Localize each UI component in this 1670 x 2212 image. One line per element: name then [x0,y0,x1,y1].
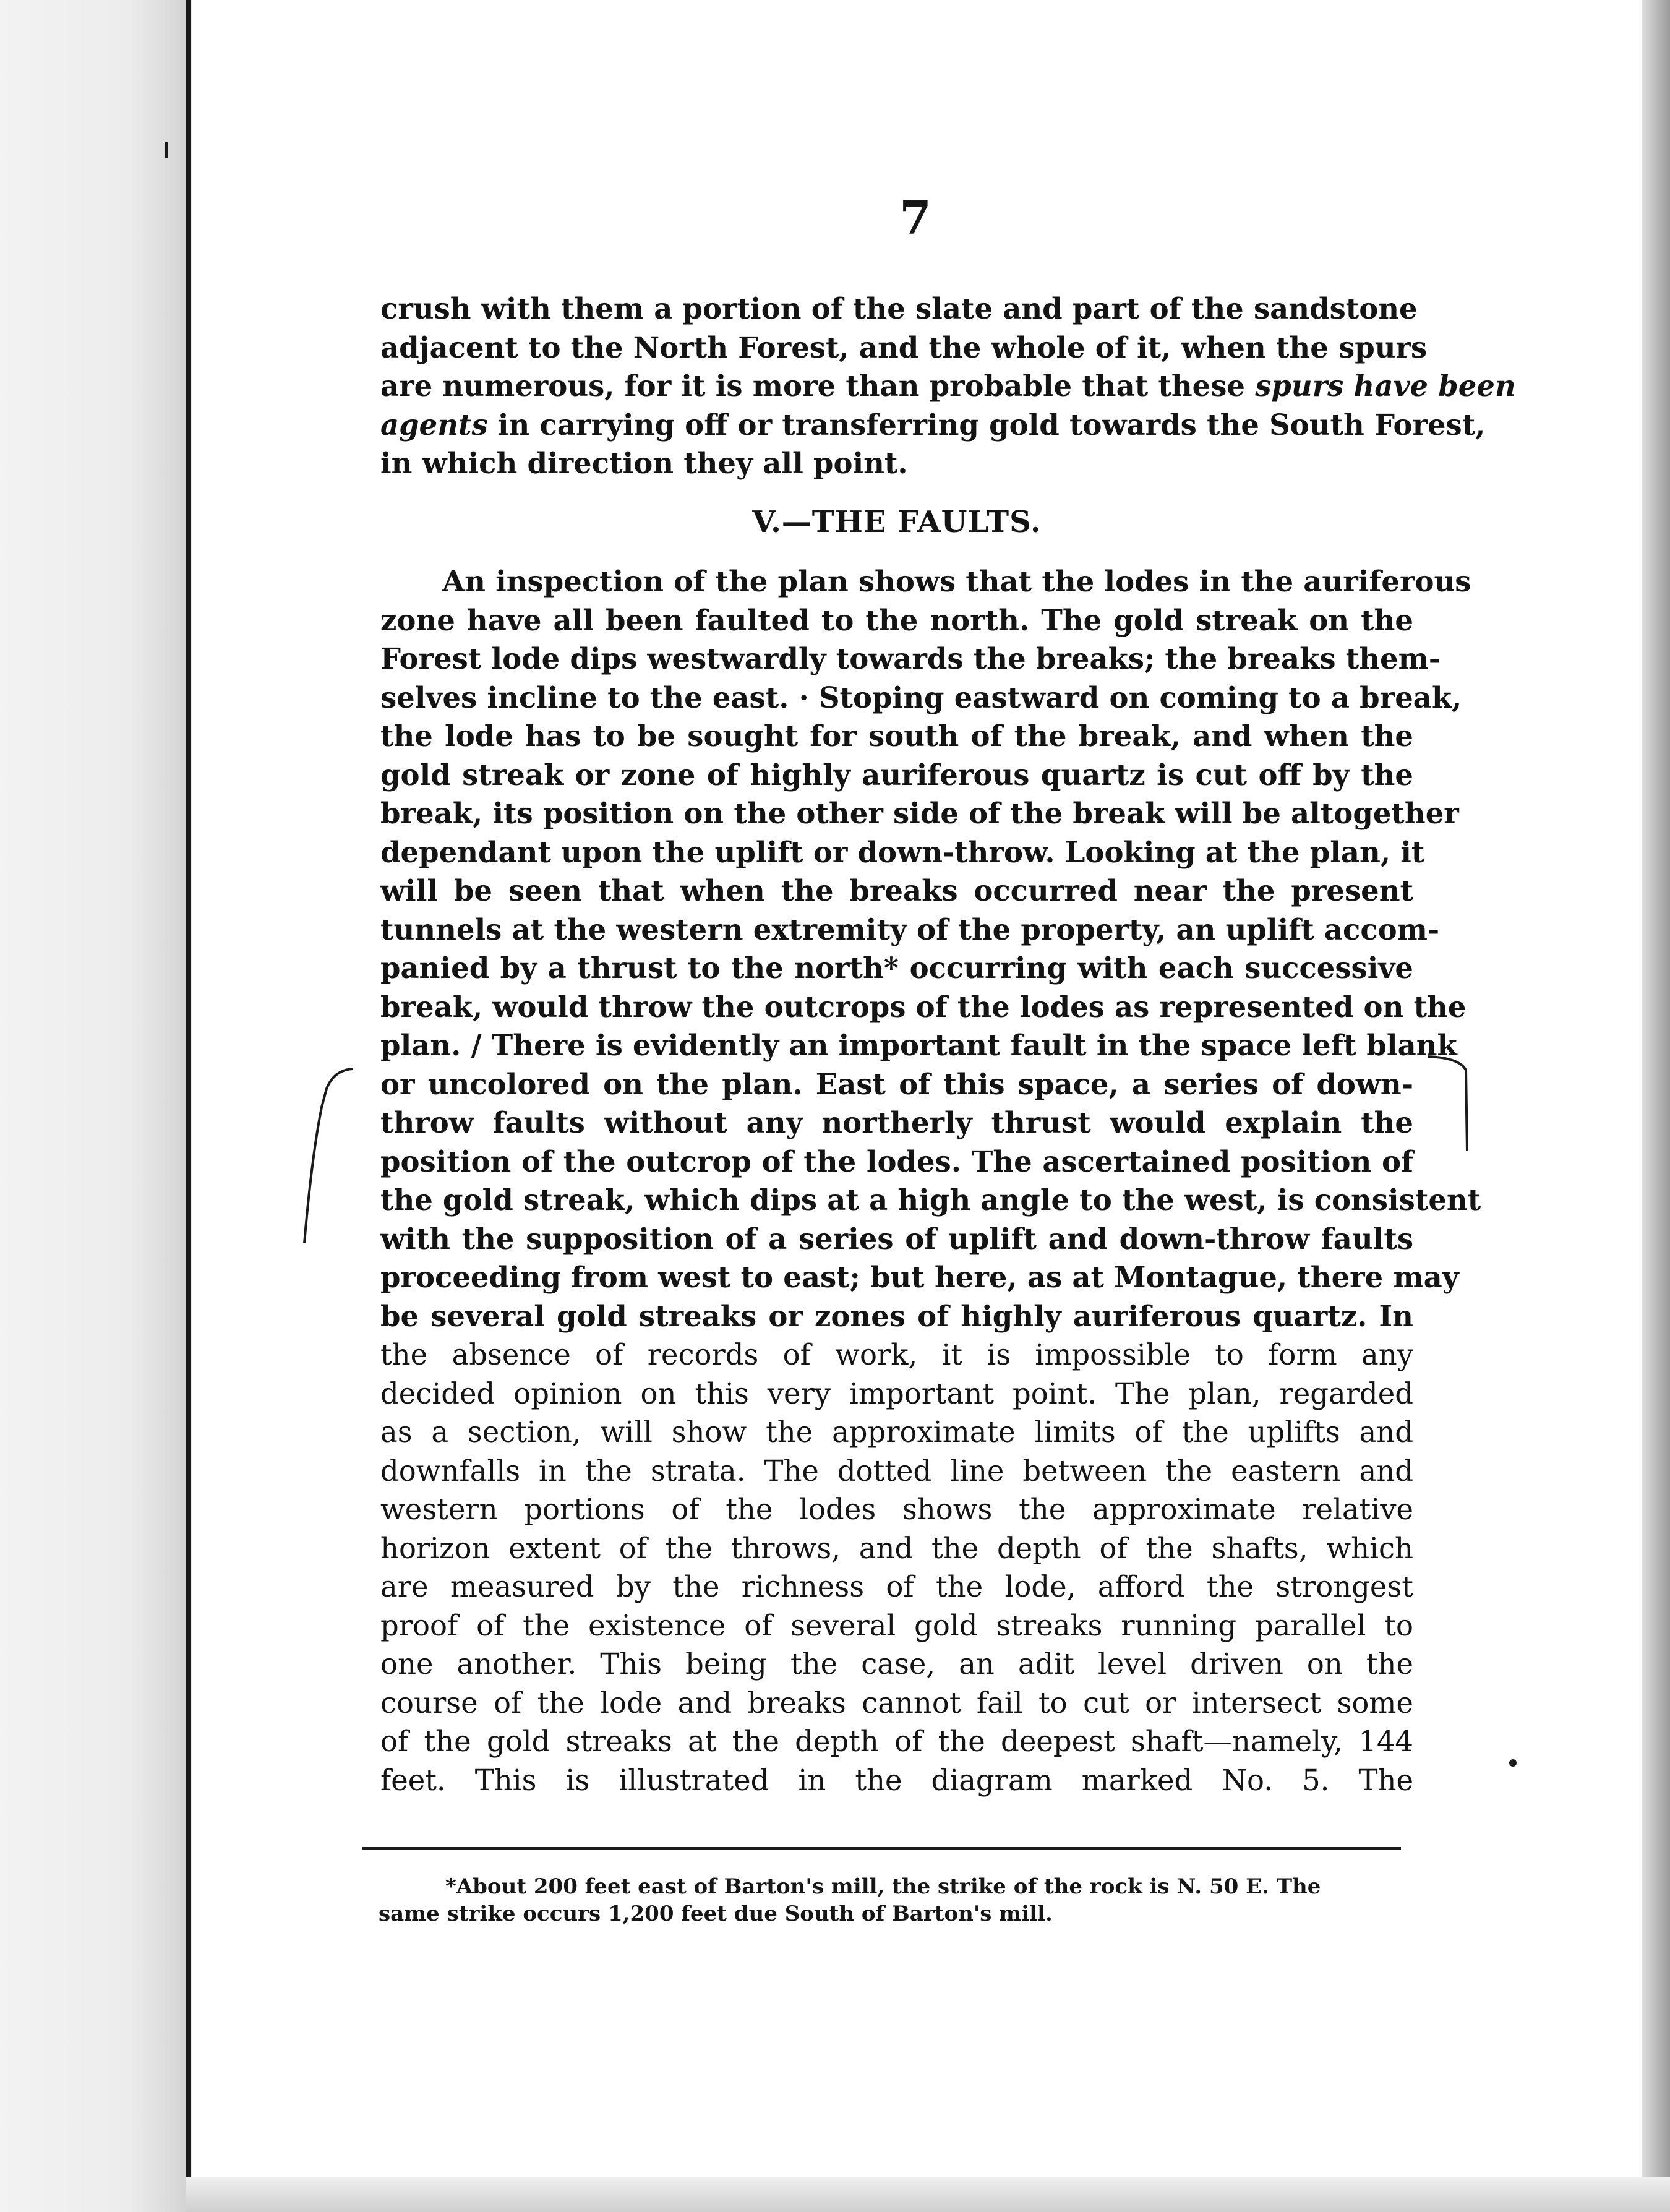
text-line: western portions of the lodes shows the approximate relative [380,1493,1413,1526]
text-line [380,367,1516,406]
text-line: throw faults without any northerly thrust would explain the [380,1105,1413,1139]
text-line: one another. This being the case, an adit level driven on the [380,1647,1413,1681]
text-line: of the gold streaks at the depth of the deepest shaft—namely, 144 [380,1725,1413,1758]
footnote-line: *About 200 feet east of Barton's mill, the strike of the rock is N. 50 E. The [445,1874,1321,1899]
text-line: zone have all been faulted to the north. The gold streak on the [380,602,1413,637]
right-page-edge [1642,0,1670,2212]
text-line: Forest lode dips westwardly towards the breaks; the breaks them- [380,641,1441,675]
binding-edge [186,0,191,2212]
text-line: will be seen that when the breaks occurred near the present [380,873,1413,907]
page-number: 7 [899,192,931,245]
italic-text: agents [380,407,488,442]
text-line: selves incline to the east. · Stoping eastward on coming to a break, [380,680,1462,714]
text-line: crush with them a portion of the slate and part of the sandstone [380,291,1418,325]
text-line: as a section, will show the approximate limits of the uplifts and [380,1415,1413,1449]
text-line: be several gold streaks or zones of highly auriferous quartz. In [380,1298,1413,1333]
text-segment: are numerous, for it is more than probable that these [380,369,1256,403]
text-line: or uncolored on the plan. East of this space, a series of down- [380,1066,1413,1101]
text-line: the gold streak, which dips at a high angle to the west, is consistent [380,1183,1481,1217]
facing-page-edge [0,0,186,2212]
text-line: proof of the existence of several gold streaks running parallel to [380,1608,1413,1642]
text-line: dependant upon the uplift or down-throw. Looking at the plan, it [380,834,1425,869]
footnote [379,1873,1399,1927]
left-margin-bracket-mark [291,1064,359,1250]
text-line: position of the outcrop of the lodes. The ascertained position of [380,1144,1413,1178]
section-heading: V.—THE FAULTS. [752,504,1042,539]
text-line: in which direction they all point. [380,446,908,480]
text-line: panied by a thrust to the north* occurring with each successive [380,951,1413,985]
text-line: break, would throw the outcrops of the lodes as represented on the [380,989,1467,1024]
body-text [380,289,1516,1799]
text-line: are measured by the richness of the lode, afford the strongest [380,1570,1413,1603]
text-line: with the supposition of a series of uplift and down-throw faults [380,1221,1413,1256]
margin-dot-mark [1507,1757,1519,1769]
text-line: the lode has to be sought for south of the break, and when the [380,719,1413,753]
text-line: plan. / There is evidently an important fault in the space left blank [380,1028,1457,1062]
text-line [380,406,1486,445]
bottom-page-edge [186,2177,1670,2212]
text-line: An inspection of the plan shows that the lodes in the auriferous [442,564,1471,598]
text-line: course of the lode and breaks cannot fail to cut or intersect some [380,1686,1413,1720]
text-line: tunnels at the western extremity of the property, an uplift accom- [380,912,1440,946]
text-line: gold streak or zone of highly auriferous quartz is cut off by the [380,757,1413,792]
right-margin-bracket-mark [1423,1052,1478,1157]
text-line: proceeding from west to east; but here, as at Montague, there may [380,1260,1459,1294]
footnote-rule [362,1847,1401,1850]
italic-text: spurs have been [1255,369,1516,403]
text-line: horizon extent of the throws, and the depth of the shafts, which [380,1531,1413,1565]
text-line: feet. This is illustrated in the diagram marked No. 5. The [380,1763,1413,1797]
paragraph-1 [380,289,1516,483]
footnote-line: same strike occurs 1,200 feet due South of Barton's mill. [379,1901,1053,1926]
paragraph-2 [380,562,1481,1799]
text-line: downfalls in the strata. The dotted line between the eastern and [380,1454,1413,1488]
text-line: adjacent to the North Forest, and the whole of it, when the spurs [380,330,1428,364]
text-line: decided opinion on this very important point. The plan, regarded [380,1376,1413,1410]
text-segment: in carrying off or transferring gold towards the South Forest, [487,407,1486,442]
text-line: break, its position on the other side of the break will be altogether [380,796,1459,830]
text-line: the absence of records of work, it is impossible to form any [380,1338,1413,1371]
left-edge-tick-mark [162,141,171,160]
